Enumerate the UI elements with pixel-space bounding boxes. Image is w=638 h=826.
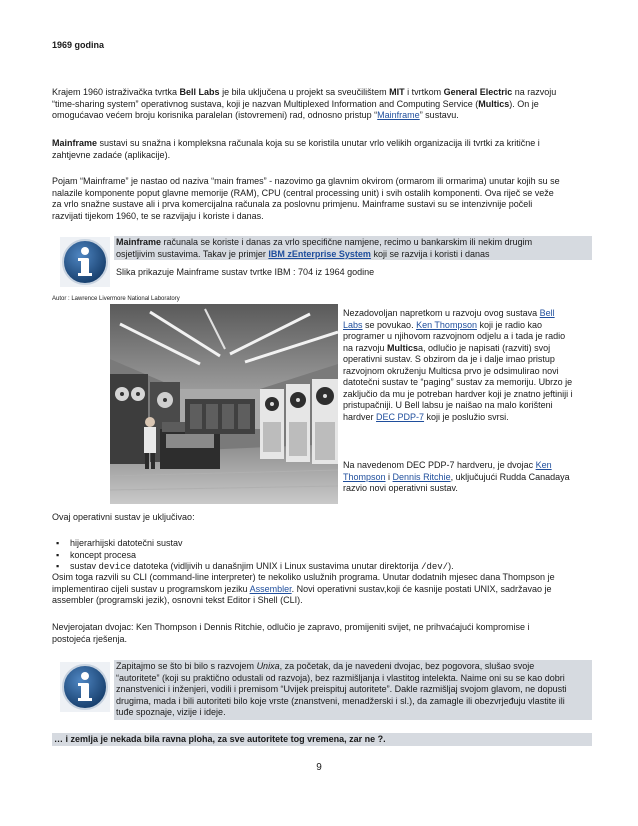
text: koji se razvija i koristi i danas (370, 248, 490, 259)
photo-credit: Autor : Lawrence Livermore National Laboratory (52, 296, 180, 302)
link-dec-pdp7[interactable]: DEC PDP-7 (376, 411, 425, 422)
text: koji je poslužio svrsi. (424, 411, 509, 422)
text: Na navedenom DEC PDP-7 hardveru, je dvojac (343, 460, 536, 470)
text: sustavi su snažna i kompleksna računala koja su se koristila unutar vrlo velikih organizacija ili tvrtki za kritične i (97, 138, 540, 148)
bold-bell-labs: Bell Labs (179, 87, 220, 97)
text: a, odlučio je napisati (razviti) svoj (418, 342, 551, 353)
text-line: assembler (programski jezik), osnovni tekst Editor i Shell (CLI). (52, 595, 303, 605)
bold-mainframe: Mainframe (52, 138, 98, 148)
text: “time-sharing system” operativnog sustava, koji je nazvan Multiplexed Information and Computing Service ( (52, 98, 479, 109)
code-device: device (98, 562, 131, 572)
text-line: Pojam “Mainframe” je nastao od naziva “main frames” - nazovimo ga glavnim okvirom (ormarom ili ormarima) unutar kojih su se (52, 176, 560, 186)
info-note-authority-text (116, 661, 592, 719)
paragraph-cli (52, 572, 592, 607)
text: osjetljivim sustavima. Takav je primjer (116, 248, 269, 259)
text-line: nalazile komponente poput glavne memorije (RAM), CPU (central processing unit) i svih ostalih komponenti. Ova riječ se veže (52, 187, 554, 198)
text: ). On je (509, 98, 539, 109)
text-line: pristupačniji. U Bell labsu je naišao na malo korišteni (343, 400, 553, 410)
text-line: razvojnom okruženju Multicsa prvo je odsimulirao novi (343, 365, 559, 376)
text: je bila uključena u projekt sa sveučilištem (219, 87, 390, 97)
text-line: drugima, mada i bili autoriteti bilo koje vrste (znanstveni, menadžerski i sl.), da zamagle ili obezvrjeđuju vlastite ili (116, 695, 565, 706)
info-note-text (116, 237, 592, 260)
text-line: zahtjevne zadaće (aplikacije). (52, 149, 171, 160)
feature-list (52, 538, 592, 573)
text: koncept procesa (70, 549, 137, 560)
side-paragraph-pdp7 (343, 460, 595, 495)
list-item (52, 550, 592, 562)
text: hijerarhijski datotečni sustav (70, 538, 183, 548)
list-item (52, 538, 592, 550)
text-line: datotečni sustav te “paging” sustav za memoriju. Ubrzo je (343, 377, 573, 387)
link-assembler[interactable]: Assembler (249, 583, 292, 594)
link-ken[interactable]: Ken (535, 460, 552, 470)
text-line: razvijati tijekom 1960, te se razvijaju i koriste i danas. (52, 210, 264, 221)
photo-caption: Slika prikazuje Mainframe sustav tvrtke IBM : 704 iz 1964 godine (116, 267, 375, 277)
text: , za početak, da je navedeni dvojac, bez pogovora, slušao svoje (279, 661, 535, 671)
text: računala se koriste i danas za vrlo specifične namjene, recimo u bankarskim ili nekim drugim (161, 237, 533, 247)
closing-statement: … i zemlja je nekada bila ravna ploha, za sve autoritete tog vremena, zar ne ?. (54, 734, 386, 744)
text: ” sustavu. (419, 110, 459, 120)
paragraph-mainframe (52, 138, 592, 161)
paragraph-mainframe-term (52, 176, 592, 222)
italic-unixa: Unixa (256, 661, 280, 671)
text: i tvrtkom (404, 87, 444, 97)
link-bell-labs[interactable]: Bell (539, 308, 555, 318)
text-line: za vrlo snažne sustave ali i prva komercijalna računala za poslovnu primjenu. Mainframe sustavi su se intenzivnije počeli (52, 199, 533, 209)
bold-mainframe: Mainframe (116, 237, 162, 247)
bold-multics: Multics (387, 342, 419, 353)
text: Krajem 1960 istraživačka tvrtka (52, 87, 180, 97)
code-dev-dir: /dev/ (421, 562, 449, 572)
text: ). (448, 561, 454, 571)
paragraph-intro (52, 87, 592, 122)
list-item (52, 561, 592, 573)
text: na razvoju (343, 342, 388, 353)
text: sustav (70, 561, 99, 571)
info-icon (60, 237, 110, 287)
text: i (385, 471, 393, 482)
text-line: postojeća rješenja. (52, 633, 128, 644)
text: se povukao. (362, 319, 417, 330)
text-line: zaključio da mu je potreban hardver koji je znatno jeftiniji i (343, 388, 573, 399)
text: Zapitajmo se što bi bilo s razvojem (116, 661, 257, 671)
bold-multics: Multics (478, 98, 510, 109)
link-bell-labs-cont[interactable]: Labs (343, 319, 363, 330)
text: , uključujući Rudda Canadaya (450, 471, 570, 482)
section-heading: 1969 godina (52, 40, 105, 50)
text-line: programer u njihovom razvojnom odjelu a i tada je radio (343, 331, 566, 341)
side-paragraph-thompson (343, 308, 595, 423)
text-line: Nevjerojatan dvojac: Ken Thompson i Dennis Ritchie, odlučio je zapravo, promijeniti svijet, ne prihvaćajući kompromise i (52, 622, 530, 632)
includes-intro: Ovaj operativni sustav je uključivao: (52, 512, 195, 522)
text: hardver (343, 411, 377, 422)
link-mainframe[interactable]: Mainframe (377, 110, 420, 120)
text-line: tuđe spoznaje, vizije i ideje. (116, 707, 226, 717)
paragraph-duo (52, 622, 592, 645)
link-dennis-ritchie[interactable]: Dennis Ritchie (392, 471, 451, 482)
link-thompson[interactable]: Thompson (343, 471, 386, 482)
link-ibm-zenterprise[interactable]: IBM zEnterprise System (268, 248, 371, 259)
bold-general-electric: General Electric (443, 87, 513, 97)
text-line: “autoritete” (koji su praktično odustali od razvoja), bez razmišljanja i vlastitog intelekta. Naime oni su se kao dobri (116, 672, 565, 683)
link-ken-thompson[interactable]: Ken Thompson (416, 319, 477, 330)
text: koji je radio kao (476, 319, 542, 330)
text: implementirao cijeli sustav u programskom jeziku (52, 583, 250, 594)
text: na razvoju (512, 87, 557, 97)
ibm-704-photo (110, 304, 338, 504)
bold-mit: MIT (389, 87, 405, 97)
text-line: Osim toga razvili su CLI (command-line interpreter) te nekoliko uslužnih programa. Unutar dodatnih mjesec dana Thompson je (52, 572, 555, 582)
text: omogućavao većem broju korisnika paralelan (istovremeni) rad, odnosno pristup “ (52, 110, 378, 120)
text-line: razvio novi operativni sustav. (343, 483, 458, 493)
info-icon (60, 662, 110, 712)
text: . Novi operativni sustav,koji će kasnije postati UNIX, sadržavao je (291, 583, 552, 594)
text: Nezadovoljan napretkom u razvoju ovog sustava (343, 308, 540, 318)
text: datoteka (vidljivih u današnjim UNIX i Linux sustavima unutar direktorija (130, 561, 422, 571)
text-line: znanstvenici i inženjeri, vodili i premisom “Uvijek preispituj autoritete”. Dakle razmišljaj svojom glavom, ne dopusti (116, 684, 567, 694)
page-number: 9 (316, 762, 322, 773)
text-line: operativni sustav. S obzirom da je i dalje imao pristup (343, 354, 555, 364)
